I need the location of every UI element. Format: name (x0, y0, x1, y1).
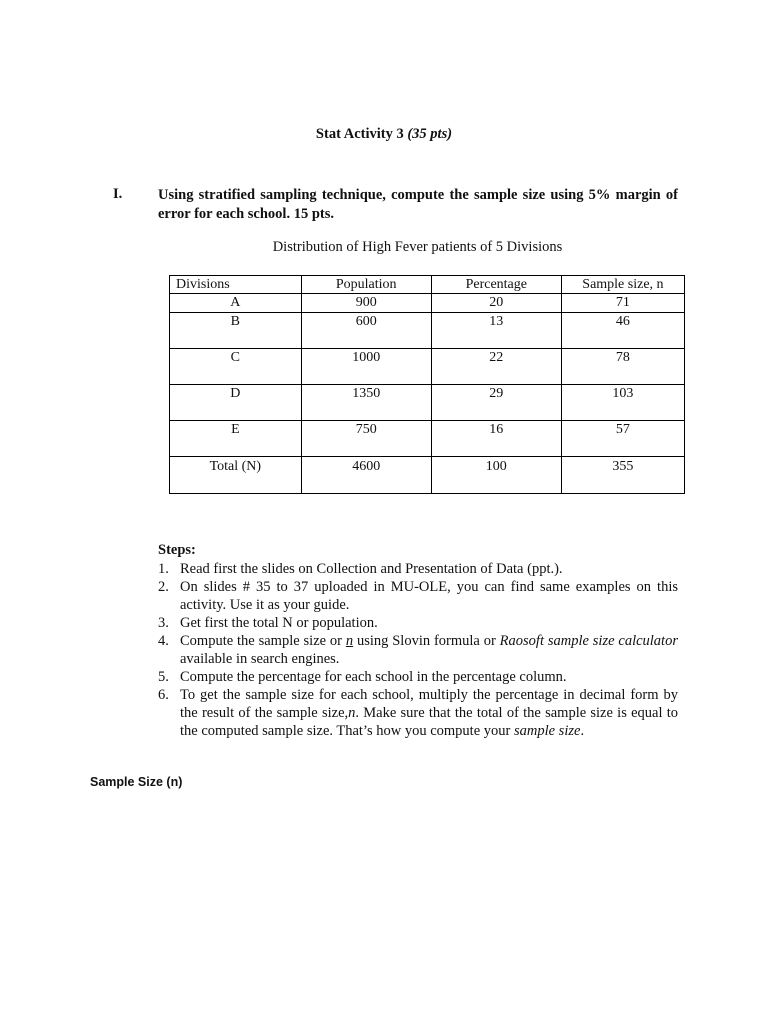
cell-percentage: 22 (431, 349, 561, 385)
variable-n: n (345, 633, 354, 649)
table-total-row (170, 457, 685, 494)
step-text: Compute the percentage for each school in the percentage column. (180, 669, 567, 685)
step-number: 2. (158, 579, 169, 595)
cell-percentage: 20 (431, 294, 561, 313)
cell-total-sample-size: 355 (561, 457, 684, 494)
step-text: Read first the slides on Collection and Presentation of Data (ppt.). (180, 561, 563, 577)
cell-total-label: Total (N) (170, 457, 302, 494)
cell-division: D (170, 385, 302, 421)
title-points: (35 pts) (407, 126, 453, 142)
step-item (158, 632, 678, 668)
question-number: I. (113, 186, 123, 202)
steps-list (158, 560, 678, 740)
sample-size-label: Sample Size (n) (90, 775, 183, 789)
header-population: Population (301, 276, 431, 294)
cell-percentage: 29 (431, 385, 561, 421)
question-text: Using stratified sampling technique, compute the sample size using 5% margin of error for each school. 15 pts. (158, 187, 678, 222)
cell-population: 900 (301, 294, 431, 313)
step-item (158, 686, 678, 740)
cell-sample-size: 78 (561, 349, 684, 385)
step-item (158, 578, 678, 614)
header-percentage: Percentage (431, 276, 561, 294)
step-text: using Slovin formula or (353, 633, 500, 649)
step-italic-text: Raosoft sample size calculator (499, 633, 678, 649)
cell-population: 1000 (301, 349, 431, 385)
step-text: . Make sure that the total of the sample size is equal to the computed sample size. That’s how you compute your (180, 705, 678, 739)
step-text: On slides # 35 to 37 uploaded in MU-OLE, you can find same examples on this activity. Use it as your guide. (180, 579, 678, 613)
step-number: 5. (158, 669, 169, 685)
cell-sample-size: 71 (561, 294, 684, 313)
cell-division: C (170, 349, 302, 385)
step-text: available in search engines. (180, 651, 340, 667)
cell-division: B (170, 313, 302, 349)
steps-heading: Steps: (158, 542, 196, 558)
step-number: 1. (158, 561, 169, 577)
step-text: To get the sample size for each school, multiply the percentage in decimal form by the result of the sample size, (180, 687, 678, 721)
table-row (170, 294, 685, 313)
step-text: Compute the sample size or (180, 633, 346, 649)
cell-total-percentage: 100 (431, 457, 561, 494)
cell-sample-size: 57 (561, 421, 684, 457)
cell-sample-size: 103 (561, 385, 684, 421)
step-number: 3. (158, 615, 169, 631)
cell-percentage: 16 (431, 421, 561, 457)
step-item (158, 668, 678, 686)
step-number: 4. (158, 633, 169, 649)
step-text: Get first the total N or population. (180, 615, 378, 631)
cell-population: 600 (301, 313, 431, 349)
cell-population: 750 (301, 421, 431, 457)
step-text: . (580, 723, 585, 739)
table-caption: Distribution of High Fever patients of 5 Divisions (272, 239, 563, 255)
cell-total-population: 4600 (301, 457, 431, 494)
table-header-row (170, 276, 685, 294)
cell-population: 1350 (301, 385, 431, 421)
header-sample-size: Sample size, n (561, 276, 684, 294)
step-item (158, 614, 678, 632)
distribution-table (169, 275, 685, 494)
step-number: 6. (158, 687, 169, 703)
table-row (170, 313, 685, 349)
step-italic-text: sample size (513, 723, 581, 739)
page-title (0, 126, 768, 143)
cell-division: E (170, 421, 302, 457)
table-row (170, 385, 685, 421)
title-main: Stat Activity 3 (315, 126, 408, 142)
variable-n: n (348, 705, 356, 721)
step-item (158, 560, 678, 578)
cell-division: A (170, 294, 302, 313)
table-row (170, 349, 685, 385)
header-divisions: Divisions (170, 276, 302, 294)
cell-sample-size: 46 (561, 313, 684, 349)
table-row (170, 421, 685, 457)
cell-percentage: 13 (431, 313, 561, 349)
